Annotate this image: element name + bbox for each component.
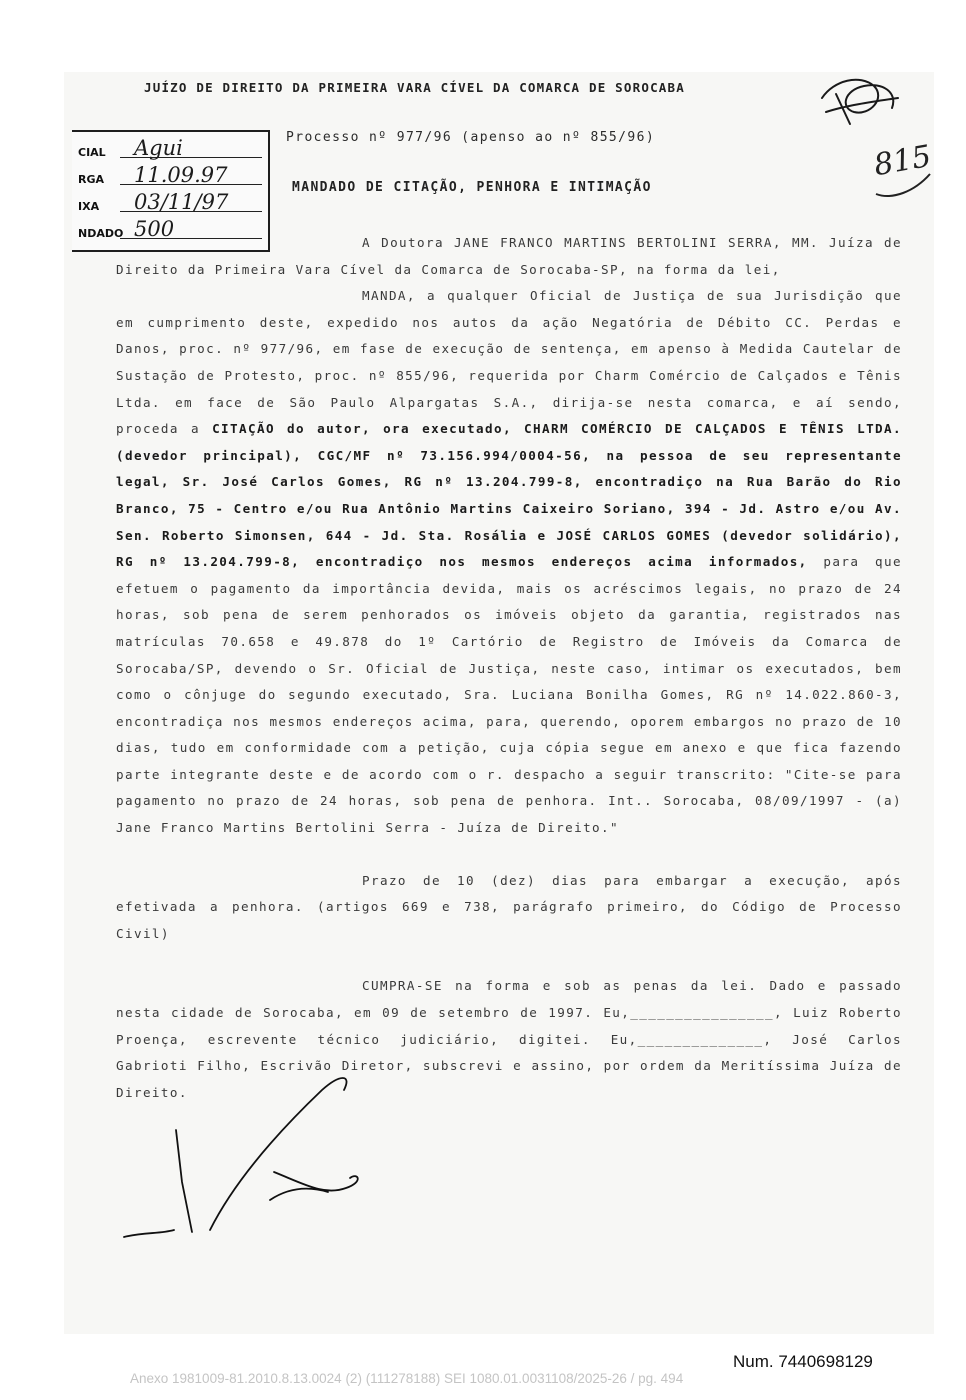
initials-scribble bbox=[822, 80, 898, 124]
stamp-label: IXA bbox=[78, 200, 100, 213]
closing-paragraph: CUMPRA-SE na forma e sob as penas da lei. Dado e passado nesta cidade de Sorocaba, em 09 de setembro de 1997. Eu,________________, Luiz Roberto Proença, escrevente técnico judiciário, digitei. Eu,______________, José Carlos Gabrioti Filho, Escrivão Diretor, subscrevi e assino, por ordem da Meritíssima Juíza de Direito. bbox=[116, 978, 902, 1100]
stamp-value: 500 bbox=[134, 217, 175, 241]
page-number-annotation bbox=[871, 139, 933, 196]
order-text: MANDA, a qualquer Oficial de Justiça de sua Jurisdição que em cumprimento deste, expedido nos autos da ação Negatória de Débito CC. Perdas e Danos, proc. nº 977/96, em fase de execução de sentença, em apenso à Medida Cautelar de Sustação de Protesto, proc. nº 855/96, requerida por Charm Comércio de Calçados e Tênis Ltda. em face de São Paulo Alpargatas S.A., dirija-se nesta comarca, e aí sendo, proceda a bbox=[116, 288, 902, 437]
deadline-paragraph: Prazo de 10 (dez) dias para embargar a execução, após efetivada a penhora. (artigos 669 e 738, parágrafo primeiro, do Código de Processo Civil) bbox=[116, 872, 902, 941]
footer-reference: Anexo 1981009-81.2010.8.13.0024 (2) (111278188) SEI 1080.01.0031108/2025-26 / pg. 494 bbox=[130, 1371, 684, 1386]
stamp-label: CIAL bbox=[78, 146, 106, 159]
stamp-value: Agui bbox=[134, 136, 183, 160]
order-continuation: para que efetuem o pagamento da importância devida, mais os acréscimos legais, no prazo de 24 horas, sob pena de serem penhorados os imóveis objeto da garantia, registrados nas matrículas 70.658 e 49.878 do 1º Cartório de Registro de Imóveis da Comarca de Sorocaba/SP, devendo o Sr. Oficial de Justiça, neste caso, intimar os executados, bem como o cônjuge do segundo executado, Sra. Luciana Bonilha Gomes, RG nº 14.022.860-3, encontradiça nos mesmos endereços acima, para, querendo, oporem embargos no prazo de 10 dias, tudo em conformidade com a petição, cuja cópia segue em anexo e que fica fazendo parte integrante deste e de acordo com o r. despacho a seguir transcrito: "Cite-se para pagamento no prazo de 24 horas, sob pena de penhora. Int.. Sorocaba, 08/09/1997 - (a) Jane Franco Martins Bertolini Serra - Juíza de Direito." bbox=[116, 554, 902, 836]
order-paragraph bbox=[116, 283, 902, 841]
intro-paragraph: A Doutora JANE FRANCO MARTINS BERTOLINI SERRA, MM. Juíza de Direito da Primeira Vara Cível da Comarca de Sorocaba-SP, na forma da lei, bbox=[116, 235, 902, 277]
annotation-underline bbox=[876, 174, 930, 196]
court-header: JUÍZO DE DIREITO DA PRIMEIRA VARA CÍVEL DA COMARCA DE SOROCABA bbox=[144, 80, 685, 95]
stamp-row bbox=[76, 163, 262, 187]
page-annotation-text: 815 bbox=[871, 138, 934, 184]
citation-text: CITAÇÃO do autor, ora executado, CHARM COMÉRCIO DE CALÇADOS E TÊNIS LTDA. (devedor principal), CGC/MF nº 73.156.994/0004-56, na pessoa de seu representante legal, Sr. José Carlos Gomes, RG nº 13.204.799-8, encontradiço na Rua Barão do Rio Branco, 75 - Centro e/ou Rua Antônio Martins Caixeiro Soriano, 394 - Jd. Astro e/ou Av. Sen. Roberto Simonsen, 644 - Jd. Sta. Rosália e JOSÉ CARLOS GOMES (devedor solidário), RG nº 13.204.799-8, encontradiço nos mesmos endereços acima informados, bbox=[116, 421, 902, 570]
stamp-label: RGA bbox=[78, 173, 105, 186]
document-title: MANDADO DE CITAÇÃO, PENHORA E INTIMAÇÃO bbox=[292, 180, 652, 195]
stamp-label: NDADO bbox=[78, 227, 124, 240]
process-number: Processo nº 977/96 (apenso ao nº 855/96) bbox=[286, 130, 656, 145]
stamp-row bbox=[76, 190, 262, 214]
document-body bbox=[116, 230, 902, 1106]
scanned-page bbox=[64, 72, 934, 1334]
stamp-value: 11.09.97 bbox=[134, 163, 228, 187]
document-number: Num. 7440698129 bbox=[733, 1352, 873, 1371]
spacer bbox=[116, 842, 902, 868]
spacer bbox=[116, 947, 902, 973]
stamp-value: 03/11/97 bbox=[134, 190, 229, 214]
stamp-row bbox=[76, 136, 262, 160]
